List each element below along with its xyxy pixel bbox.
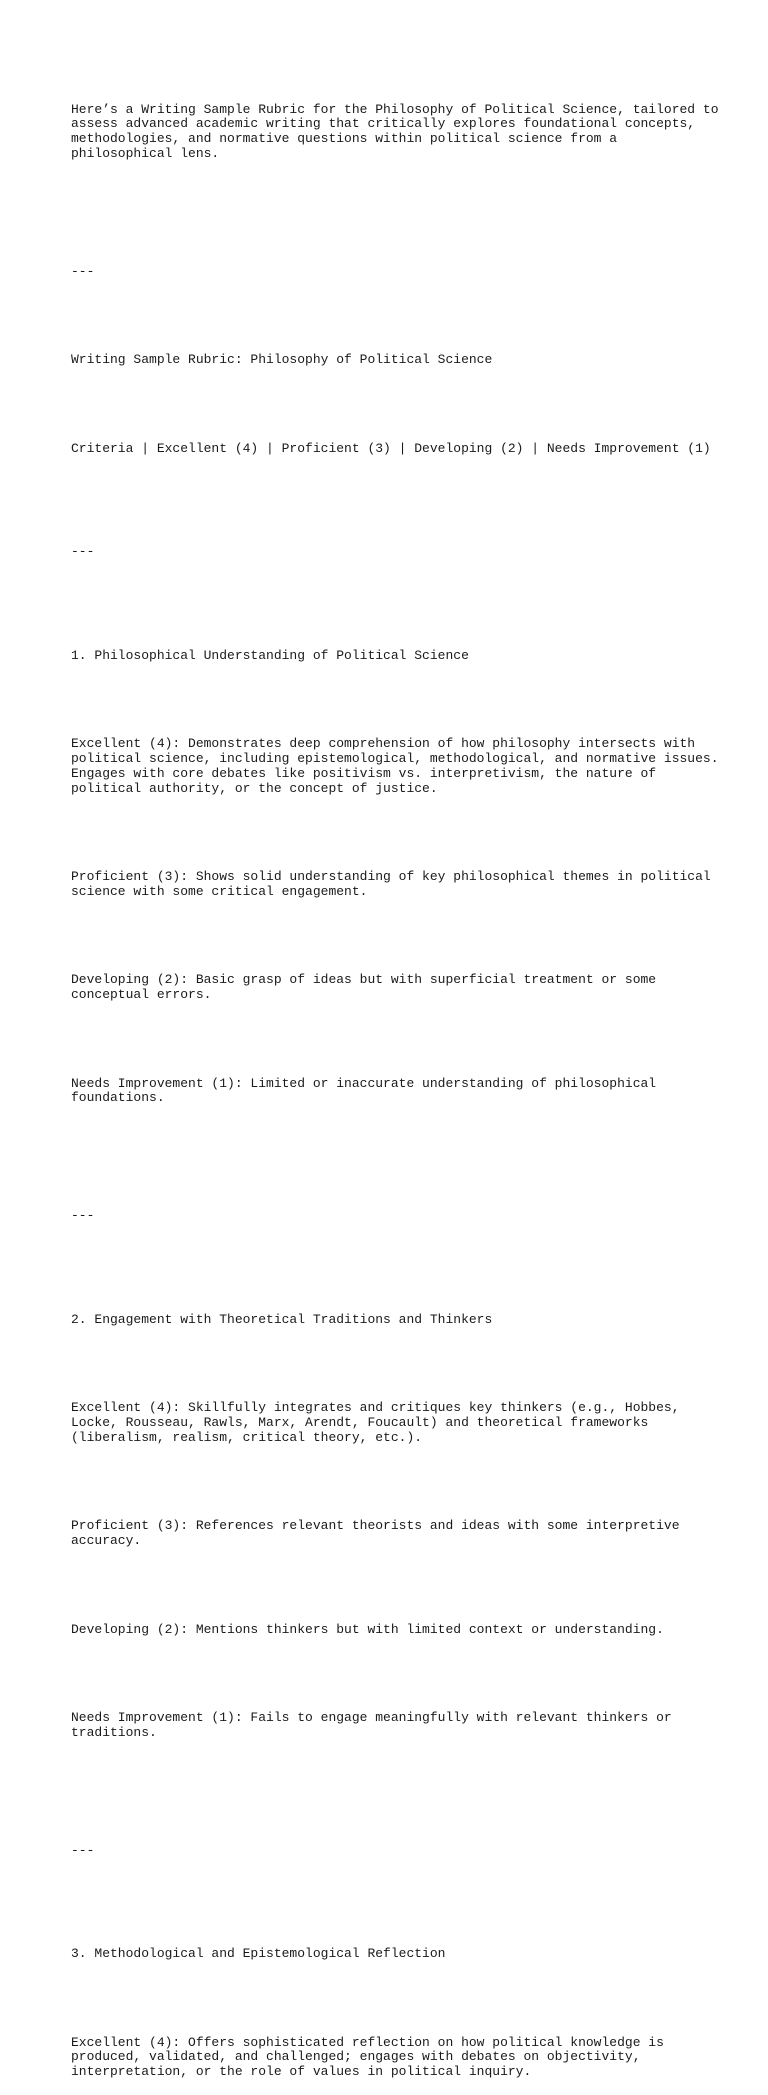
criterion-excellent: Excellent (4): Demonstrates deep comprehension of how philosophy intersects with political science, including epistemological, methodological, and normative issues. Engages with core debates like positivism vs. interpretivism, the nature of political authority, or the concept of justice.: [71, 736, 719, 796]
criteria-header: Criteria | Excellent (4) | Proficient (3) | Developing (2) | Needs Improvement (1): [71, 440, 711, 456]
section-heading: 3. Methodological and Epistemological Reflection: [71, 1946, 446, 1962]
intro-paragraph: Here’s a Writing Sample Rubric for the Philosophy of Political Science, tailored to assess advanced academic writing that critically explores foundational concepts, methodologies, and normative questions within political science from a philosophical lens.: [71, 101, 719, 161]
criterion-developing: Developing (2): Mentions thinkers but with limited context or understanding.: [71, 1621, 664, 1637]
criterion-needs-improvement: Needs Improvement (1): Limited or inaccurate understanding of philosophical foundations.: [71, 1075, 657, 1106]
rubric-title: Writing Sample Rubric: Philosophy of Political Science: [71, 352, 493, 368]
criterion-proficient: Proficient (3): Shows solid understanding of key philosophical themes in political science with some critical engagement.: [71, 869, 711, 899]
section-heading: 1. Philosophical Understanding of Political Science: [71, 647, 469, 663]
document-page: [71, 73, 719, 2095]
separator: ---: [71, 263, 95, 279]
criterion-developing: Developing (2): Basic grasp of ideas but with superficial treatment or some conceptual errors.: [71, 972, 657, 1003]
criterion-excellent: Excellent (4): Skillfully integrates and critiques key thinkers (e.g., Hobbes, Locke, Rousseau, Rawls, Marx, Arendt, Foucault) and theoretical frameworks (liberalism, realism, critical theory, etc.).: [71, 1400, 680, 1445]
separator: ---: [71, 1842, 95, 1858]
separator: ---: [71, 544, 95, 560]
section-heading: 2. Engagement with Theoretical Traditions and Thinkers: [71, 1311, 493, 1327]
separator: ---: [71, 1208, 95, 1224]
criterion-proficient: Proficient (3): References relevant theorists and ideas with some interpretive accuracy.: [71, 1518, 680, 1549]
criterion-excellent: Excellent (4): Offers sophisticated reflection on how political knowledge is produced, validated, and challenged; engages with debates on objectivity, interpretation, or the role of values in political inquiry.: [71, 2034, 664, 2080]
criterion-needs-improvement: Needs Improvement (1): Fails to engage meaningfully with relevant thinkers or traditions.: [71, 1710, 672, 1740]
